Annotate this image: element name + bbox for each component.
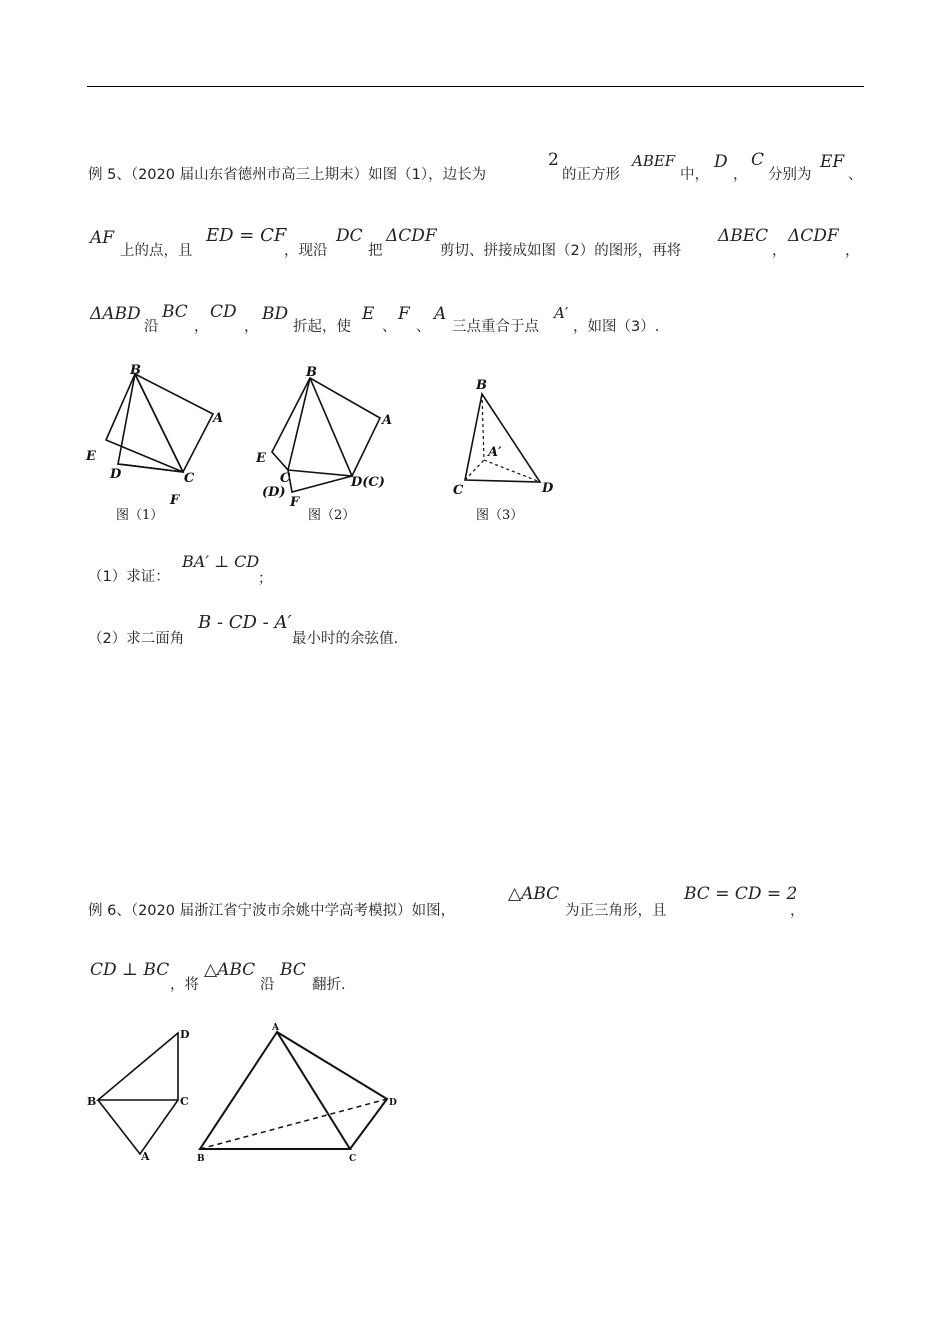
ex5-line3-d2: 、 <box>416 319 431 335</box>
fig1-label-F: F <box>170 493 180 508</box>
ex5-C: C <box>751 150 765 170</box>
fig2-label-DC: D(C) <box>351 475 385 490</box>
ex6B-label-B: B <box>197 1154 205 1164</box>
header-rule <box>87 86 864 87</box>
ex5-triangle-BEC: ΔBEC <box>718 226 769 246</box>
fig2-label-A: A <box>382 413 393 428</box>
ex5-triangle-CDF: ΔCDF <box>386 226 437 246</box>
ex6A-label-C: C <box>180 1095 189 1108</box>
ex5-A: A <box>434 304 447 324</box>
fig2-label-B: B <box>306 365 317 380</box>
fig3-label-B: B <box>476 378 487 393</box>
ex5-line1-text-b: 的正方形 <box>562 167 620 183</box>
ex5-AF: AF <box>90 228 115 248</box>
figure-1-square-diagram <box>80 360 230 530</box>
ex5-line1-text-a: 例 5、（2020 届山东省德州市高三上期末）如图（1），边长为 <box>88 167 487 183</box>
fig2-label-F: F <box>290 495 300 510</box>
ex5-line1-dun: 、 <box>848 167 863 183</box>
ex5-two: 2 <box>548 150 559 170</box>
ex6B-label-A: A <box>272 1023 279 1033</box>
ex5-triangle-ABD: ΔABD <box>90 304 141 324</box>
figure-2-spliced-diagram <box>250 360 410 530</box>
fig1-caption: 图（1） <box>116 508 164 523</box>
ex5-DC: DC <box>336 226 363 246</box>
ex5-line2-text-c: 把 <box>368 243 383 259</box>
ex5-line3-text-a: 折起，使 <box>293 319 351 335</box>
ex5-line1-text-c: 中， <box>680 167 709 183</box>
ex6-line2-yan: 沿 <box>260 977 275 993</box>
ex6-line2-text-a: ，将 <box>170 977 199 993</box>
ex5-line3-c2: ， <box>244 319 259 335</box>
ex5-line2-text-b: ，现沿 <box>284 243 328 259</box>
ex5-line2-comma2: ， <box>845 243 860 259</box>
fig1-label-C: C <box>184 471 195 486</box>
ex6B-label-D: D <box>389 1098 397 1108</box>
ex6-line2-text-b: 翻折. <box>312 977 346 993</box>
fig2-label-D-paren: (D) <box>262 485 286 500</box>
ex5-EF: EF <box>820 152 845 172</box>
ex5-BC: BC <box>162 302 188 322</box>
ex5-eq-ED-CF: ED = CF <box>206 225 287 246</box>
q1-end: ； <box>258 571 273 587</box>
fig2-label-C: C <box>280 471 291 486</box>
ex6-BC: BC <box>280 960 306 980</box>
ex5-A-prime: A′ <box>554 304 569 322</box>
ex5-line2-text-d: 剪切、拼接成如图（2）的图形，再将 <box>440 243 682 259</box>
ex5-line3-text-c: ，如图（3）. <box>573 319 660 335</box>
ex6B-label-C: C <box>349 1154 357 1164</box>
fig2-caption: 图（2） <box>308 508 356 523</box>
ex5-line3-text-b: 三点重合于点 <box>452 319 539 335</box>
ex5-ABEF: ABEF <box>632 152 676 170</box>
fig3-label-A-prime: A′ <box>488 445 502 460</box>
fig2-label-E: E <box>256 451 266 466</box>
ex6-line1-comma: ， <box>790 903 805 919</box>
q1-label: （1）求证： <box>88 569 170 585</box>
ex6A-label-A: A <box>141 1150 150 1163</box>
ex5-E: E <box>362 304 375 324</box>
fig1-label-A: A <box>213 411 224 426</box>
q2-end: 最小时的余弦值. <box>292 631 399 647</box>
ex6-figure-folded <box>190 1018 410 1168</box>
fig3-label-C: C <box>453 483 464 498</box>
ex5-CD: CD <box>210 302 237 322</box>
ex6-figure-flat <box>80 1020 200 1170</box>
ex5-BD: BD <box>262 304 289 324</box>
ex6-perp: CD ⊥ BC <box>90 960 170 980</box>
ex5-D: D <box>714 152 728 172</box>
ex5-line3-yan: 沿 <box>144 319 159 335</box>
fig3-label-D: D <box>542 481 554 496</box>
ex5-line1-text-d: 分别为 <box>768 167 812 183</box>
ex6-eq-BC-CD: BC = CD = 2 <box>684 884 798 904</box>
ex5-line1-comma: ， <box>733 167 748 183</box>
ex5-line3-c1: ， <box>194 319 209 335</box>
ex6-triangle-ABC-2: △ABC <box>204 960 256 980</box>
fig3-caption: 图（3） <box>476 508 524 523</box>
ex5-line2-text-a: 上的点，且 <box>120 243 193 259</box>
ex6A-label-D: D <box>180 1028 190 1041</box>
fig1-label-B: B <box>130 363 141 378</box>
ex6A-label-B: B <box>87 1095 97 1108</box>
q2-label: （2）求二面角 <box>88 631 185 647</box>
q2-expr: B - CD - A′ <box>198 612 292 633</box>
q1-expr: BA′ ⊥ CD <box>182 552 260 571</box>
ex5-triangle-CDF-2: ΔCDF <box>788 226 839 246</box>
ex6-line1-text-a: 例 6、（2020 届浙江省宁波市余姚中学高考模拟）如图， <box>88 903 456 919</box>
ex6-triangle-ABC: △ABC <box>508 884 560 904</box>
ex5-line3-d1: 、 <box>382 319 397 335</box>
ex5-line2-comma1: ， <box>772 243 787 259</box>
ex5-F: F <box>398 304 410 324</box>
figure-3-tetrahedron <box>440 370 570 530</box>
fig1-label-D: D <box>110 467 122 482</box>
ex6-line1-text-b: 为正三角形，且 <box>565 903 667 919</box>
fig1-label-E: E <box>86 449 96 464</box>
